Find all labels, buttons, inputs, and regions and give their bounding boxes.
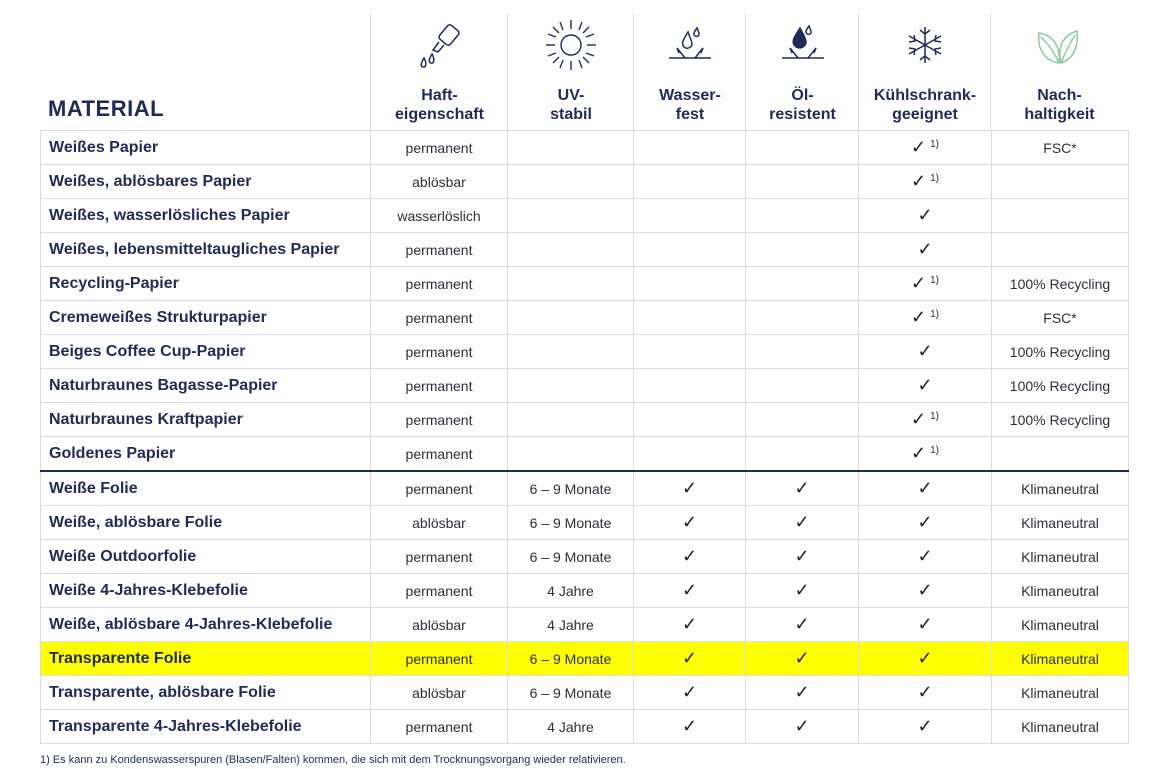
material-name: Beiges Coffee Cup-Papier: [41, 335, 371, 369]
material-name: Transparente 4-Jahres-Klebefolie: [41, 710, 371, 744]
kuehl-cell: [859, 233, 992, 267]
wasser-cell: [634, 676, 746, 710]
column-oel-line2: resistent: [769, 106, 836, 123]
table-row: [41, 608, 1129, 642]
kuehl-cell: [859, 506, 992, 540]
oel-cell: [746, 131, 859, 165]
material-name: Weißes Papier: [41, 131, 371, 165]
wasser-cell: [634, 710, 746, 744]
nach-cell: FSC*: [992, 301, 1129, 335]
haft-cell: permanent: [371, 710, 508, 744]
uv-cell: 6 – 9 Monate: [508, 506, 634, 540]
oil-drop-icon: [746, 20, 859, 70]
check-icon: ✓: [681, 580, 698, 600]
nach-cell: 100% Recycling: [992, 403, 1129, 437]
haft-cell: ablösbar: [371, 676, 508, 710]
oel-cell: [746, 471, 859, 506]
kuehl-cell: [859, 608, 992, 642]
uv-cell: [508, 233, 634, 267]
kuehl-cell: [859, 335, 992, 369]
haft-cell: ablösbar: [371, 165, 508, 199]
material-name: Weiße, ablösbare 4-Jahres-Klebefolie: [41, 608, 371, 642]
nach-cell: [992, 437, 1129, 472]
material-name: Transparente, ablösbare Folie: [41, 676, 371, 710]
nach-cell: Klimaneutral: [992, 642, 1129, 676]
column-wasser: [633, 14, 746, 130]
table-row: [41, 335, 1129, 369]
check-icon: ✓: [794, 614, 810, 634]
material-name: Goldenes Papier: [41, 437, 371, 472]
check-icon: ✓: [681, 648, 698, 668]
nach-cell: Klimaneutral: [992, 608, 1129, 642]
table-row: [41, 437, 1129, 472]
check-icon: ✓: [911, 273, 927, 293]
kuehl-cell: [859, 437, 992, 472]
check-icon: ✓: [911, 137, 927, 157]
oel-cell: [746, 403, 859, 437]
haft-cell: permanent: [371, 574, 508, 608]
wasser-cell: [634, 471, 746, 506]
table-row: [41, 471, 1129, 506]
kuehl-cell: [859, 369, 992, 403]
uv-cell: [508, 335, 634, 369]
wasser-cell: [634, 131, 746, 165]
haft-cell: ablösbar: [371, 506, 508, 540]
nach-cell: [992, 165, 1129, 199]
uv-cell: [508, 199, 634, 233]
check-icon: ✓: [911, 307, 927, 327]
wasser-cell: [634, 301, 746, 335]
table-row: [41, 506, 1129, 540]
column-nach-line2: haltigkeit: [1024, 106, 1095, 123]
column-uv-line1: UV-: [557, 87, 585, 104]
check-icon: ✓: [917, 512, 933, 532]
wasser-cell: [634, 506, 746, 540]
check-icon: ✓: [917, 614, 933, 634]
kuehl-cell: [859, 131, 992, 165]
uv-cell: 6 – 9 Monate: [508, 642, 634, 676]
table-header: [0, 0, 1154, 130]
nach-cell: Klimaneutral: [992, 574, 1129, 608]
haft-cell: permanent: [371, 437, 508, 472]
table-row: [41, 267, 1129, 301]
oel-cell: [746, 165, 859, 199]
uv-cell: [508, 403, 634, 437]
footnote-marker: 1): [930, 309, 939, 321]
check-icon: ✓: [794, 716, 810, 736]
table-row: [41, 131, 1129, 165]
oel-cell: [746, 540, 859, 574]
oel-cell: [746, 233, 859, 267]
nach-cell: [992, 233, 1129, 267]
footnote: 1) Es kann zu Kondenswasserspuren (Blasen/Falten) kommen, die sich mit dem Trocknungsvorgang wieder relativieren.: [40, 754, 626, 766]
column-oel: [745, 14, 859, 130]
check-icon: ✓: [681, 716, 698, 736]
check-icon: ✓: [794, 682, 810, 702]
table-row: [41, 710, 1129, 744]
nach-cell: 100% Recycling: [992, 369, 1129, 403]
wasser-cell: [634, 199, 746, 233]
oel-cell: [746, 608, 859, 642]
check-icon: ✓: [681, 478, 698, 498]
haft-cell: permanent: [371, 131, 508, 165]
nach-cell: Klimaneutral: [992, 506, 1129, 540]
snowflake-icon: [859, 20, 991, 70]
material-name: Weiße Folie: [41, 471, 371, 506]
nach-cell: Klimaneutral: [992, 676, 1129, 710]
nach-cell: 100% Recycling: [992, 335, 1129, 369]
oel-cell: [746, 506, 859, 540]
wasser-cell: [634, 369, 746, 403]
wasser-cell: [634, 608, 746, 642]
column-kuehl-line2: geeignet: [892, 106, 958, 123]
check-icon: ✓: [917, 682, 933, 702]
check-icon: ✓: [794, 580, 810, 600]
table-row: [41, 301, 1129, 335]
kuehl-cell: [859, 574, 992, 608]
haft-cell: permanent: [371, 233, 508, 267]
kuehl-cell: [859, 165, 992, 199]
oel-cell: [746, 676, 859, 710]
haft-cell: permanent: [371, 301, 508, 335]
material-name: Naturbraunes Bagasse-Papier: [41, 369, 371, 403]
column-uv-line2: stabil: [550, 106, 592, 123]
sun-icon: [508, 20, 634, 70]
oel-cell: [746, 437, 859, 472]
footnote-marker: 1): [930, 139, 939, 151]
check-icon: ✓: [917, 205, 933, 225]
table-row: [41, 233, 1129, 267]
check-icon: ✓: [917, 478, 933, 498]
oel-cell: [746, 267, 859, 301]
uv-cell: 4 Jahre: [508, 574, 634, 608]
check-icon: ✓: [681, 614, 698, 634]
uv-cell: [508, 131, 634, 165]
check-icon: ✓: [917, 716, 933, 736]
haft-cell: permanent: [371, 403, 508, 437]
kuehl-cell: [859, 710, 992, 744]
uv-cell: 6 – 9 Monate: [508, 471, 634, 506]
check-icon: ✓: [911, 443, 927, 463]
check-icon: ✓: [794, 648, 810, 668]
check-icon: ✓: [917, 375, 933, 395]
wasser-cell: [634, 437, 746, 472]
haft-cell: permanent: [371, 642, 508, 676]
footnote-marker: 1): [930, 445, 939, 457]
leaf-icon: [991, 20, 1128, 70]
uv-cell: [508, 267, 634, 301]
nach-cell: [992, 199, 1129, 233]
water-drop-icon: [634, 20, 746, 70]
material-name: Weißes, ablösbares Papier: [41, 165, 371, 199]
wasser-cell: [634, 165, 746, 199]
nach-cell: Klimaneutral: [992, 540, 1129, 574]
kuehl-cell: [859, 642, 992, 676]
check-icon: ✓: [794, 512, 810, 532]
material-title: MATERIAL: [48, 96, 165, 121]
kuehl-cell: [859, 199, 992, 233]
oel-cell: [746, 574, 859, 608]
haft-cell: permanent: [371, 540, 508, 574]
column-haft-line2: eigenschaft: [395, 106, 484, 123]
kuehl-cell: [859, 676, 992, 710]
check-icon: ✓: [917, 546, 933, 566]
check-icon: ✓: [911, 171, 927, 191]
wasser-cell: [634, 233, 746, 267]
oel-cell: [746, 369, 859, 403]
uv-cell: [508, 301, 634, 335]
column-nach: [990, 14, 1128, 130]
column-uv: [507, 14, 634, 130]
check-icon: ✓: [917, 580, 933, 600]
material-name: Weißes, lebensmitteltaugliches Papier: [41, 233, 371, 267]
material-name: Weiße Outdoorfolie: [41, 540, 371, 574]
material-name: Weiße 4-Jahres-Klebefolie: [41, 574, 371, 608]
haft-cell: permanent: [371, 471, 508, 506]
check-icon: ✓: [794, 478, 810, 498]
column-haft: [370, 14, 508, 130]
oel-cell: [746, 335, 859, 369]
wasser-cell: [634, 540, 746, 574]
uv-cell: 6 – 9 Monate: [508, 540, 634, 574]
check-icon: ✓: [917, 341, 933, 361]
haft-cell: wasserlöslich: [371, 199, 508, 233]
haft-cell: ablösbar: [371, 608, 508, 642]
glue-drops-icon: [371, 20, 508, 70]
uv-cell: 4 Jahre: [508, 710, 634, 744]
footnote-marker: 1): [930, 411, 939, 423]
material-name: Weißes, wasserlösliches Papier: [41, 199, 371, 233]
table-row: [41, 369, 1129, 403]
oel-cell: [746, 642, 859, 676]
material-name: Naturbraunes Kraftpapier: [41, 403, 371, 437]
check-icon: ✓: [681, 546, 698, 566]
material-name: Recycling-Papier: [41, 267, 371, 301]
check-icon: ✓: [794, 546, 810, 566]
column-oel-line1: Öl-: [791, 87, 814, 104]
kuehl-cell: [859, 267, 992, 301]
oel-cell: [746, 301, 859, 335]
kuehl-cell: [859, 471, 992, 506]
table-row: [41, 403, 1129, 437]
column-kuehl-line1: Kühlschrank-: [873, 87, 977, 104]
uv-cell: 6 – 9 Monate: [508, 676, 634, 710]
kuehl-cell: [859, 403, 992, 437]
column-nach-line1: Nach-: [1037, 87, 1082, 104]
material-name: Weiße, ablösbare Folie: [41, 506, 371, 540]
material-name: Cremeweißes Strukturpapier: [41, 301, 371, 335]
column-wasser-line2: fest: [675, 106, 705, 123]
table-row: [41, 642, 1129, 676]
wasser-cell: [634, 642, 746, 676]
kuehl-cell: [859, 301, 992, 335]
uv-cell: 4 Jahre: [508, 608, 634, 642]
uv-cell: [508, 369, 634, 403]
table-row: [41, 165, 1129, 199]
wasser-cell: [634, 403, 746, 437]
nach-cell: 100% Recycling: [992, 267, 1129, 301]
footnote-marker: 1): [930, 275, 939, 287]
wasser-cell: [634, 267, 746, 301]
column-kuehl: [858, 14, 991, 130]
nach-cell: FSC*: [992, 131, 1129, 165]
footnote-marker: 1): [930, 173, 939, 185]
column-wasser-line1: Wasser-: [659, 87, 721, 104]
uv-cell: [508, 165, 634, 199]
check-icon: ✓: [917, 239, 933, 259]
check-icon: ✓: [917, 648, 933, 668]
haft-cell: permanent: [371, 335, 508, 369]
oel-cell: [746, 710, 859, 744]
nach-cell: Klimaneutral: [992, 471, 1129, 506]
material-table: [40, 130, 1129, 744]
table-row: [41, 199, 1129, 233]
column-haft-line1: Haft-: [421, 87, 458, 104]
material-name: Transparente Folie: [41, 642, 371, 676]
uv-cell: [508, 437, 634, 472]
kuehl-cell: [859, 540, 992, 574]
table-row: [41, 540, 1129, 574]
wasser-cell: [634, 335, 746, 369]
table-row: [41, 676, 1129, 710]
table-row: [41, 574, 1129, 608]
check-icon: ✓: [911, 409, 927, 429]
haft-cell: permanent: [371, 267, 508, 301]
haft-cell: permanent: [371, 369, 508, 403]
check-icon: ✓: [681, 682, 698, 702]
nach-cell: Klimaneutral: [992, 710, 1129, 744]
oel-cell: [746, 199, 859, 233]
wasser-cell: [634, 574, 746, 608]
check-icon: ✓: [681, 512, 698, 532]
